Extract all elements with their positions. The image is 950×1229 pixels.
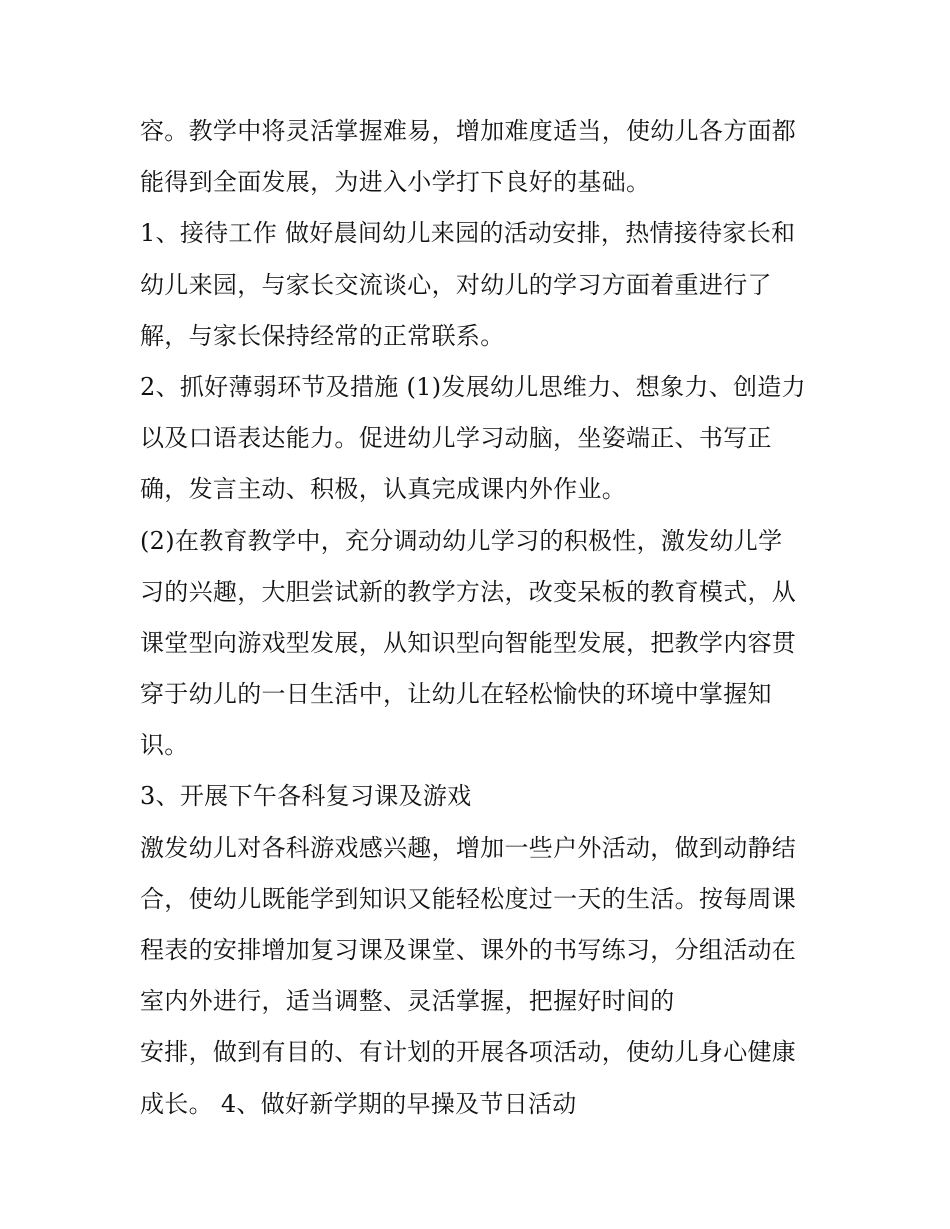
- text-line: 能得到全面发展，为进入小学打下良好的基础。: [140, 168, 651, 197]
- text-line: 安排，做到有目的、有计划的开展各项活动，使幼儿身心健康: [140, 1038, 797, 1067]
- text-line: 激发幼儿对各科游戏感兴趣，增加一些户外活动，做到动静结: [140, 833, 797, 862]
- text-line: 穿于幼儿的一日生活中，让幼儿在轻松愉快的环境中掌握知: [140, 680, 772, 709]
- text-line: 3、开展下午各科复习课及游戏: [140, 782, 472, 811]
- text-line: 课堂型向游戏型发展，从知识型向智能型发展，把教学内容贯: [140, 628, 797, 657]
- text-line: 解，与家长保持经常的正常联系。: [140, 321, 505, 350]
- text-line: 识。: [140, 731, 189, 760]
- text-line: 1、接待工作 做好晨间幼儿来园的活动安排，热情接待家长和: [140, 219, 796, 248]
- text-line: 室内外进行，适当调整、灵活掌握，把握好时间的: [140, 987, 675, 1016]
- document-body: [140, 106, 820, 1130]
- text-line: 容。教学中将灵活掌握难易，增加难度适当，使幼儿各方面都: [140, 117, 797, 145]
- text-line: 程表的安排增加复习课及课堂、课外的书写练习，分组活动在: [140, 936, 797, 964]
- text-line: 2、抓好薄弱环节及措施 (1)发展幼儿思维力、想象力、创造力: [140, 372, 806, 401]
- text-line: 确，发言主动、积极，认真完成课内外作业。: [140, 475, 626, 504]
- text-line: 成长。 4、做好新学期的早操及节日活动: [140, 1089, 577, 1118]
- text-line: 习的兴趣，大胆尝试新的教学方法，改变呆板的教育模式，从: [140, 577, 797, 606]
- text-line: 幼儿来园，与家长交流谈心，对幼儿的学习方面着重进行了: [140, 270, 772, 299]
- text-line: 合，使幼儿既能学到知识又能轻松度过一天的生活。按每周课: [140, 884, 797, 913]
- text-line: 以及口语表达能力。促进幼儿学习动脑，坐姿端正、书写正: [140, 424, 772, 453]
- text-line: (2)在教育教学中，充分调动幼儿学习的积极性，激发幼儿学: [140, 526, 783, 555]
